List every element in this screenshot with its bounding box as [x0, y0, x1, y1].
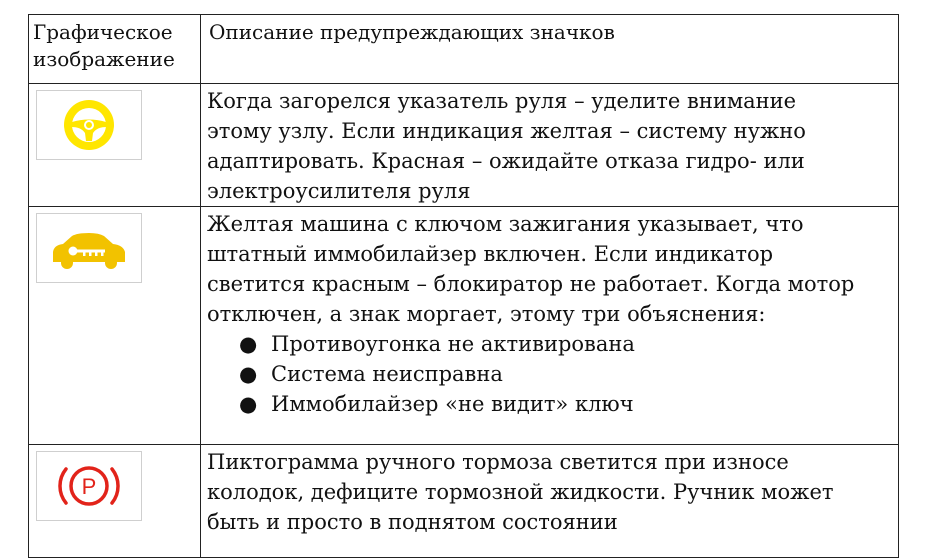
list-item-text: Система неисправна: [271, 362, 503, 386]
text-line: штатный иммобилайзер включен. Если индикатор: [207, 242, 774, 266]
table-header-row: [29, 15, 899, 84]
list-item: [239, 389, 892, 419]
icon-cell: [29, 207, 201, 445]
header-description-cell: [201, 15, 899, 84]
list-item-text: Противоугонка не активирована: [271, 332, 635, 356]
svg-text:P: P: [81, 474, 97, 499]
parking-brake-icon: [36, 451, 142, 521]
bullet-icon: ●: [239, 392, 258, 416]
table-row: [29, 207, 899, 445]
table-row: [29, 84, 899, 207]
text-line: этому узлу. Если индикация желтая – систему нужно: [207, 119, 806, 143]
description-cell: [201, 207, 899, 445]
description-cell: [201, 445, 899, 558]
list-item-text: Иммобилайзер «не видит» ключ: [271, 392, 634, 416]
header-description-label: Описание предупреждающих значков: [209, 20, 615, 44]
header-image-cell: [29, 15, 201, 84]
bullet-icon: ●: [239, 362, 258, 386]
text-line: Пиктограмма ручного тормоза светится при износе: [207, 450, 789, 474]
warning-icons-table: [28, 14, 899, 558]
text-line: адаптировать. Красная – ожидайте отказа гидро- или: [207, 149, 805, 173]
header-image-label: Графическое изображение: [33, 20, 175, 71]
steering-wheel-icon: [36, 90, 142, 160]
text-line: светится красным – блокиратор не работает. Когда мотор: [207, 272, 855, 296]
text-line: электроусилителя руля: [207, 179, 471, 203]
car-with-key-icon: [36, 213, 142, 283]
description-cell: [201, 84, 899, 207]
text-line: Желтая машина с ключом зажигания указывает, что: [207, 212, 804, 236]
text-line: колодок, дефиците тормозной жидкости. Ручник может: [207, 480, 834, 504]
list-item: [239, 329, 892, 359]
list-item: [239, 359, 892, 389]
icon-cell: [29, 445, 201, 558]
icon-cell: [29, 84, 201, 207]
text-line: быть и просто в поднятом состоянии: [207, 510, 618, 534]
table-row: [29, 445, 899, 558]
text-line: Когда загорелся указатель руля – уделите внимание: [207, 89, 797, 113]
bullet-icon: ●: [239, 332, 258, 356]
text-line: отключен, а знак моргает, этому три объяснения:: [207, 302, 766, 326]
bullet-list: [207, 329, 892, 419]
